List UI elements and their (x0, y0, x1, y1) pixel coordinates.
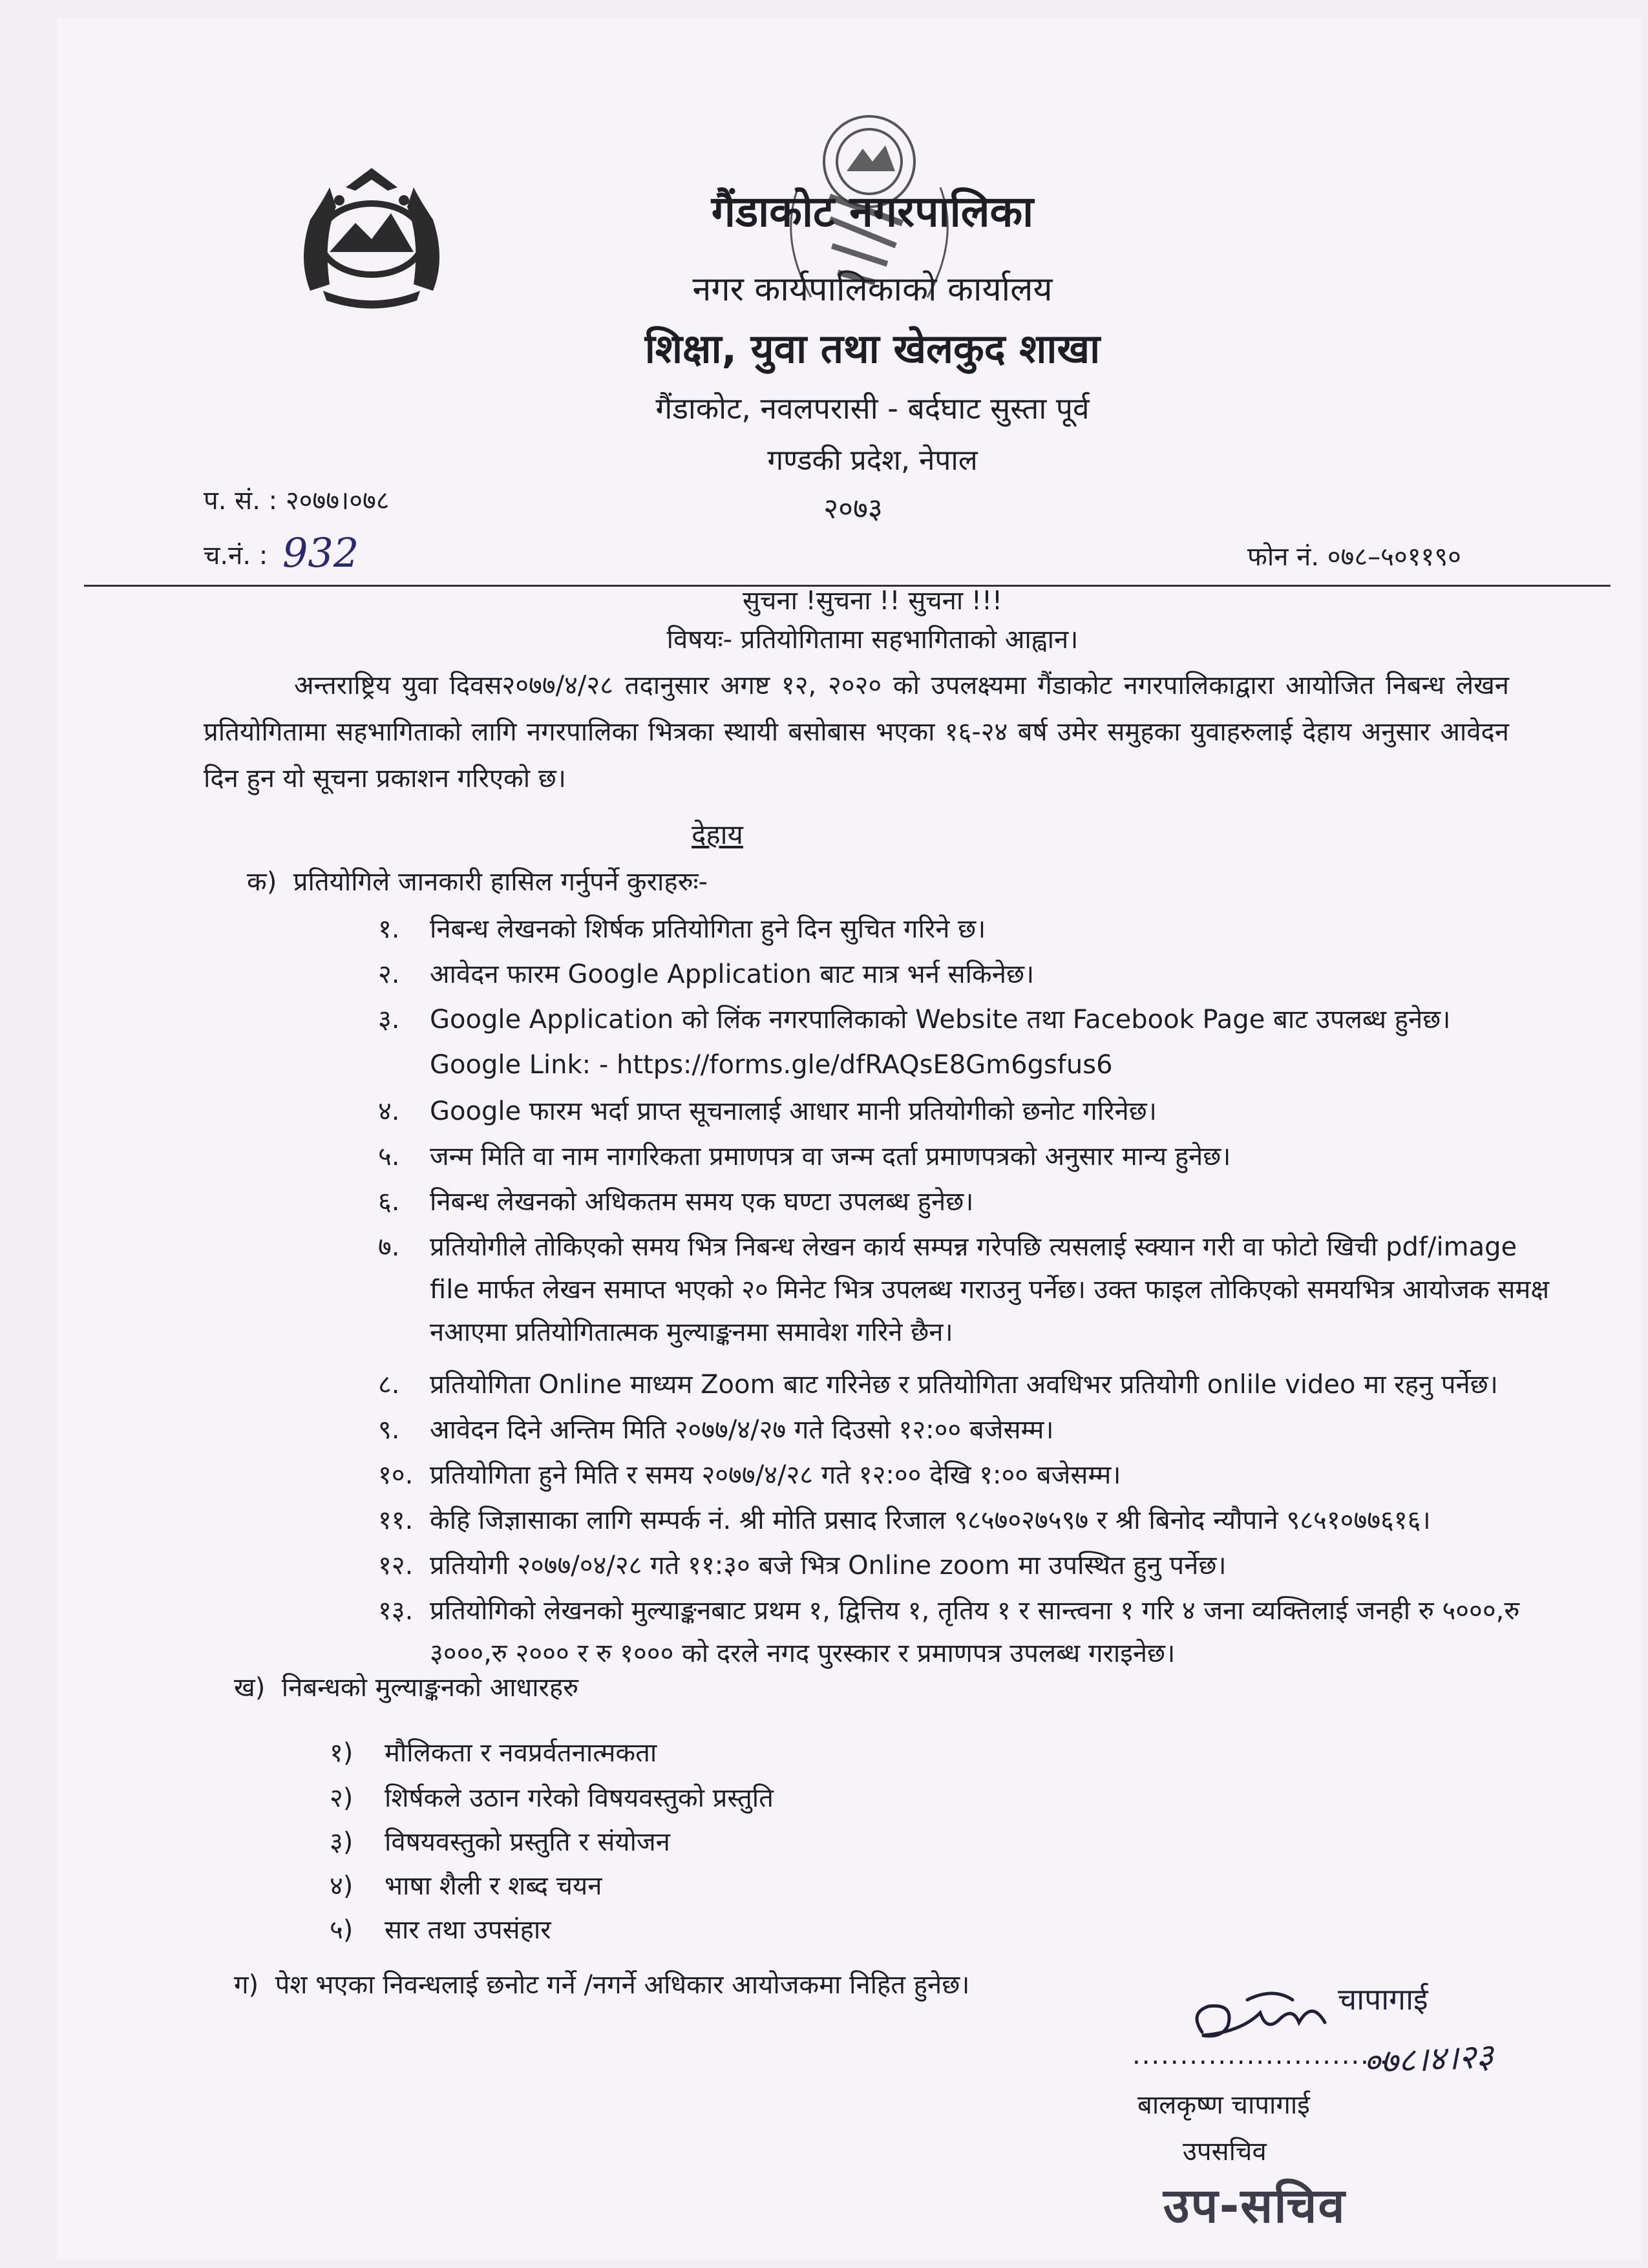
office-name: नगर कार्यपालिकाको कार्यालय (692, 270, 1053, 309)
section-name: शिक्षा, युवा तथा खेलकुद शाखा (644, 325, 1101, 372)
signer-title: उपसचिव (1183, 2137, 1267, 2167)
chalani-value: 932 (282, 529, 359, 576)
province: गण्डकी प्रदेश, नेपाल (767, 444, 978, 477)
section-kha-label: ख) (234, 1673, 266, 1703)
dehay-heading: देहाय (692, 819, 743, 850)
handwritten-signature (1163, 1961, 1564, 2090)
section-ka-label: क) (247, 867, 277, 897)
designation-seal: उप-सचिव (1163, 2178, 1346, 2234)
signature-line: ........................... (1132, 2041, 1389, 2070)
phone-number (1247, 538, 1461, 573)
signature-name-handwritten: चापागाई (1338, 1982, 1428, 2017)
section-ka-heading (247, 863, 708, 898)
notice-subject: विषयः- प्रतियोगितामा सहभागिताको आह्वान। (666, 625, 1079, 655)
section-ga-text: पेश भएका निवन्धलाई छनोट गर्ने /नगर्ने अधिकार आयोजकमा निहित हुनेछ। (275, 1970, 970, 2000)
chalani-label: च.नं. : (204, 541, 268, 571)
address: गैंडाकोट, नवलपरासी - बर्दघाट सुस्ता पूर्व (655, 391, 1090, 426)
nepal-emblem-logo (284, 162, 459, 317)
section-ga (234, 1966, 969, 2001)
phone-value: ०७८–५०११९० (1327, 542, 1461, 572)
patra-label: प. सं. : (204, 486, 278, 516)
established-year: २०७३ (823, 492, 883, 525)
section-kha-title: निबन्धको मुल्याङ्कनको आधारहरु (281, 1673, 579, 1703)
notice-body: अन्तराष्ट्रिय युवा दिवस२०७७/४/२८ तदानुसार अगष्ट १२, २०२० को उपलक्ष्यमा गैंडाकोट नगरपालिकाद्वारा आयोजित निबन्ध लेखन प्रतियोगितामा सहभागिताको लागि नगरपालिका भित्रका स्थायी बसोबास भएका १६-२४ बर्ष उमेर समुहका युवाहरुलाई देहाय अनुसार आवेदन दिन हुन यो सूचना प्रकाशन गरिएको छ। (204, 671, 1509, 793)
municipality-name: गैंडाकोट नगरपालिका (711, 187, 1034, 236)
notice-heading: सुचना !सुचना !! सुचना !!! (742, 586, 1003, 616)
patra-sankhya (204, 481, 390, 517)
section-ga-label: ग) (234, 1970, 259, 2000)
chalani-number (204, 527, 359, 574)
patra-value: २०७७।०७८ (285, 486, 390, 516)
phone-label: फोन नं. (1247, 542, 1320, 572)
signature-date: ०७८।४।२३ (1362, 2037, 1495, 2083)
google-link: Google Link: - https://forms.gle/dfRAQsE8Gm6gsfus6 (430, 1050, 1113, 1080)
section-kha-heading (234, 1668, 578, 1704)
signer-name: बालकृष्ण चापागाई (1137, 2090, 1310, 2120)
section-ka-title: प्रतियोगिले जानकारी हासिल गर्नुपर्ने कुराहरुः- (293, 867, 708, 897)
